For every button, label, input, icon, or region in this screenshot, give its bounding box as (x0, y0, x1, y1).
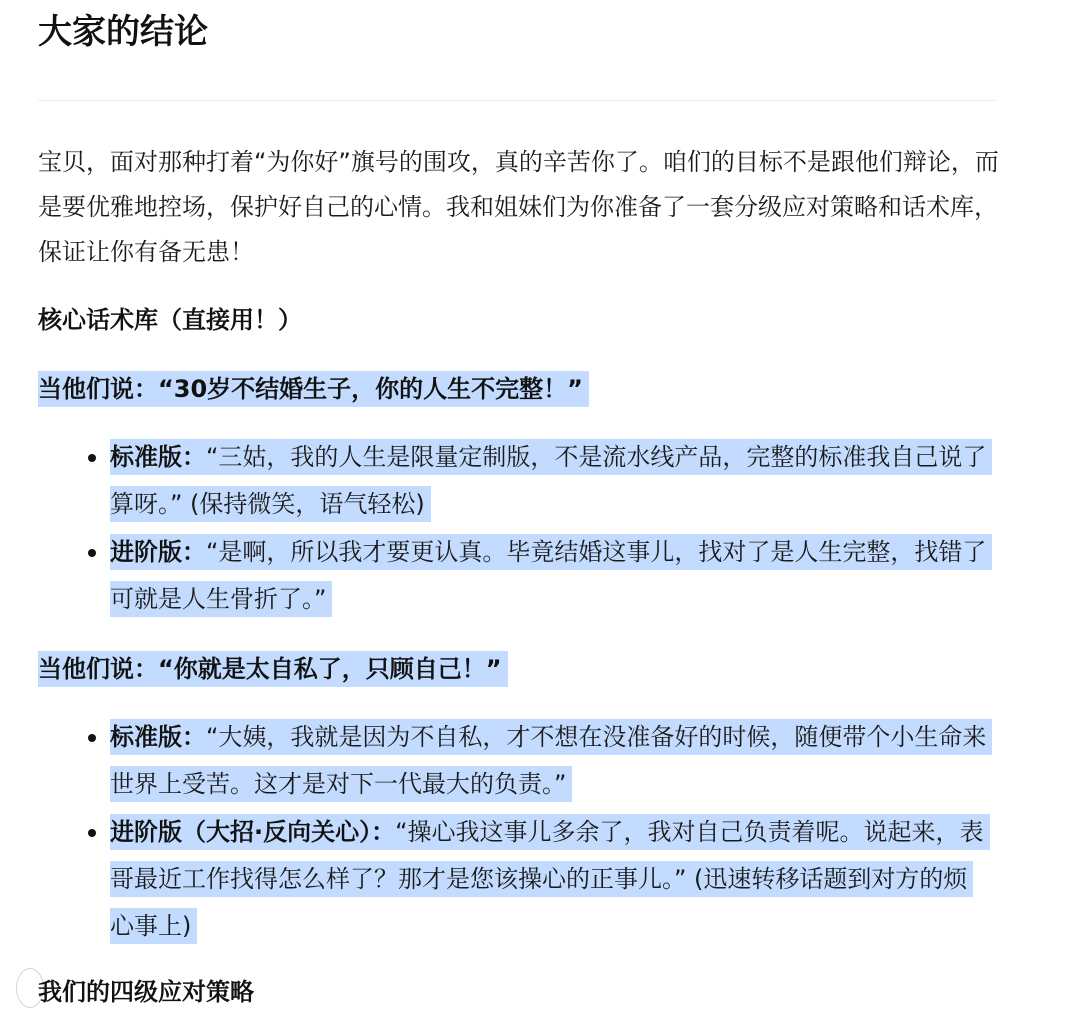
case-heading-text: 当他们说：“30岁不结婚生子，你的人生不完整！” (38, 371, 589, 407)
list-item (110, 434, 990, 528)
response-text: “大姨，我就是因为不自私，才不想在没准备好的时候，随便带个小生命来世界上受苦。这才是对下一代最大的负责。” (110, 723, 987, 798)
bullet-dot-icon (88, 549, 96, 557)
case-heading (38, 646, 508, 692)
section-heading-core-scripts: 核心话术库（直接用！） (38, 306, 302, 334)
response-label: 标准版： (110, 443, 206, 471)
list-item (110, 529, 990, 623)
list-item (110, 714, 990, 808)
list-item (110, 809, 990, 950)
page-title: 大家的结论 (38, 12, 208, 52)
highlighted-text (110, 439, 992, 522)
case-heading (38, 366, 589, 412)
response-list (110, 434, 990, 624)
title-divider (38, 100, 996, 101)
response-label: 进阶版（大招·反向关心）： (110, 818, 396, 846)
bullet-dot-icon (88, 454, 96, 462)
bullet-dot-icon (88, 734, 96, 742)
highlighted-text (110, 534, 992, 617)
highlighted-text (110, 719, 992, 802)
response-text: “是啊，所以我才要更认真。毕竟结婚这事儿，找对了是人生完整，找错了可就是人生骨折了。” (110, 538, 987, 613)
response-label: 进阶版： (110, 538, 206, 566)
response-label: 标准版： (110, 723, 206, 751)
section-heading-four-level-strategy: 我们的四级应对策略 (38, 978, 254, 1006)
response-text: “操心我这事儿多余了，我对自己负责着呢。说起来，表哥最近工作找得怎么样了？那才是您该操心的正事儿。” (迅速转移话题到对方的烦心事上) (110, 818, 984, 940)
response-list (110, 714, 990, 951)
response-text: “三姑，我的人生是限量定制版，不是流水线产品，完整的标准我自己说了算呀。” (保持微笑，语气轻松) (110, 443, 987, 518)
bullet-dot-icon (88, 829, 96, 837)
case-heading-text: 当他们说：“你就是太自私了，只顾自己！” (38, 651, 508, 687)
highlighted-text (110, 814, 990, 944)
intro-paragraph: 宝贝，面对那种打着“为你好”旗号的围攻，真的辛苦你了。咱们的目标不是跟他们辩论，而是要优雅地控场，保护好自己的心情。我和姐妹们为你准备了一套分级应对策略和话术库，保证让你有备无患！ (38, 148, 999, 266)
